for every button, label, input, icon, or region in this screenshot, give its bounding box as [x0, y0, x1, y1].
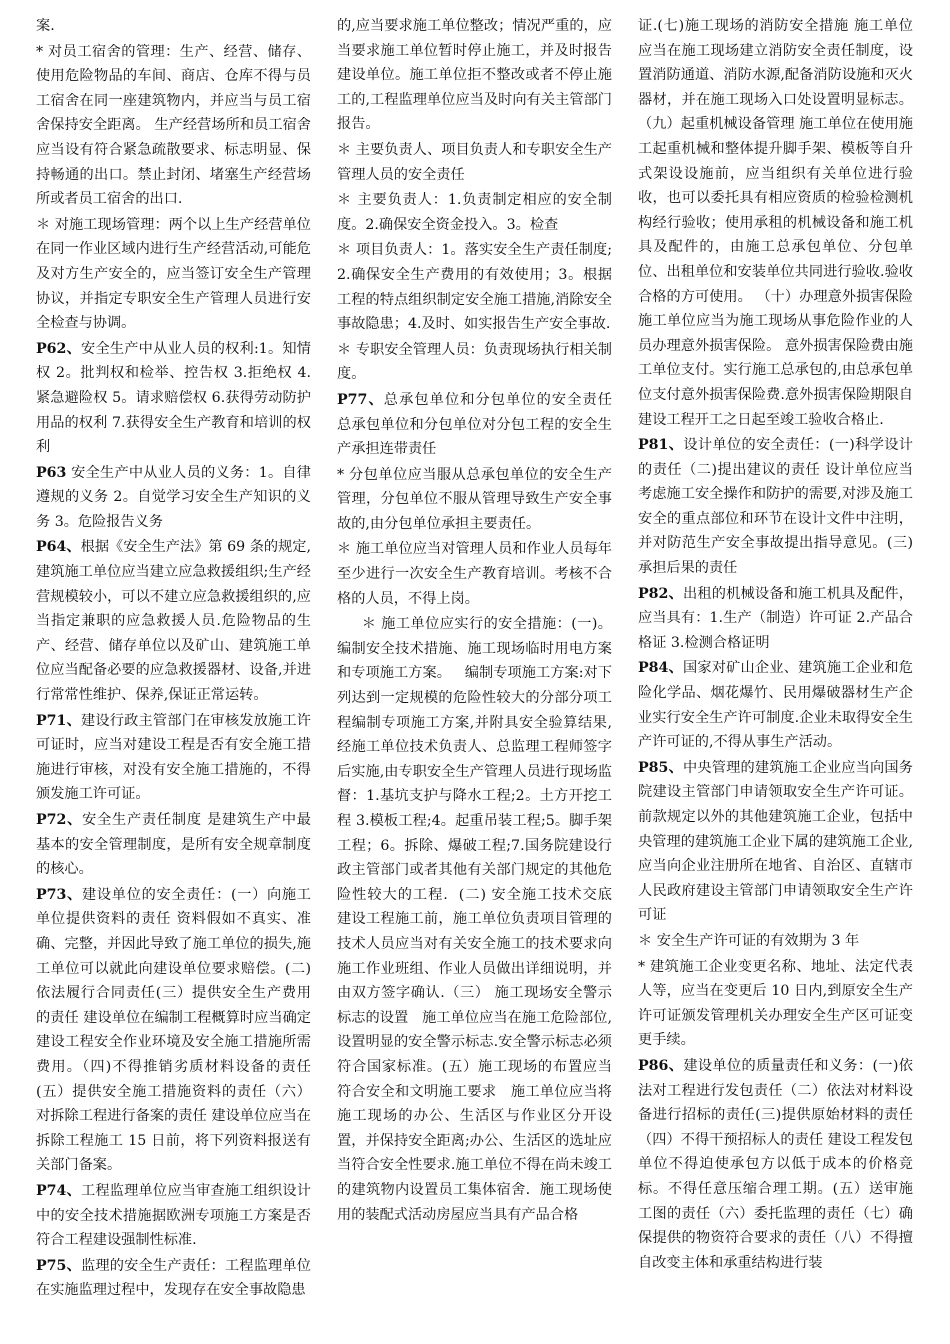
section-number: P62、 [36, 340, 82, 357]
section-paragraph [36, 461, 311, 535]
paragraph: ＊ 项目负责人：1。落实安全生产责任制度;2.确保安全生产费用的有效使用；3。根据工程的特点组织制定安全施工措施,消除安全事故隐患；4.及时、如实报告生产安全事故. [337, 242, 612, 333]
section-number: P75、 [36, 1257, 81, 1274]
section-text: 国家对矿山企业、建筑施工企业和危险化学品、烟花爆竹、民用爆破器材生产企业实行安全生产许可制度.企业未取得安全生产许可证的,不得从事生产活动。 [638, 660, 913, 751]
section-number: P72、 [36, 812, 83, 828]
section-text: 建设行政主管部门在审核发放施工许可证时，应当对建设工程是否有安全施工措施进行审核，对没有安全施工措施的，不得颁发施工许可证。 [36, 712, 311, 803]
section-text: 安全生产中从业人员的权利:1。知情权 2。批判权和检举、控告权 3.拒绝权 4.紧急避险权 5。请求赔偿权 6.获得劳动防护用品的权利 7.获得安全生产教育和培训的权利 [36, 340, 311, 456]
paragraph: 案. [36, 18, 55, 34]
section-text: 总承包单位和分包单位的安全责任 总承包单位和分包单位对分包工程的安全生产承担连带责任 [337, 391, 612, 458]
section-text: 中央管理的建筑施工企业应当向国务院建设主管部门申请领取安全生产许可证。前款规定以外的其他建筑施工企业，包括中央管理的建筑施工企业下属的建筑施工企业,应当向企业注册所在地省、自治区、直辖市人民政府建设主管部门申请领取安全生产许可证 [638, 759, 913, 924]
section-number: P73、 [36, 886, 83, 903]
section-paragraph [36, 1254, 311, 1303]
paragraph: ＊ 安全生产许可证的有效期为 3 年 [638, 932, 860, 949]
section-text: 建设单位的质量责任和义务：(一)依法对工程进行发包责任（二）依法对材料设备进行招标的责任(三)提供原始材料的责任（四）不得干预招标人的责任 建设工程发包单位不得迫使承包方以低于成本的价格竞标。不得任意压缩合理工期。(五）送审施工图的责任（六）委托监理的责任（七）确保提供的物资符合要求的责任（八）不得擅自改变主体和承重结构进行装 [638, 1057, 913, 1271]
paragraph: ＊ 施工单位应实行的安全措施：(一)。编制安全技术措施、施工现场临时用电方案和专项施工方案。 编制专项施工方案:对下列达到一定规模的危险性较大的分部分项工程编制专项施工方案,并附具安全验算结果,经施工单位技术负责人、总监理工程师签字后实施,由专职安全生产管理人员进行现场监督：1.基坑支护与降水工程;2。土方开挖工程 3.模板工程;4。起重吊装工程;5。脚手架工程；6。拆除、爆破工程;7.国务院建设行政主管部门或者其他有关部门规定的其他危险性较大的工程. (二) 安全施工技术交底 建设工程施工前，施工单位负责项目管理的技术人员应当对有关安全施工的技术要求向施工作业班组、作业人员做出详细说明，并由双方签字确认.（三） 施工现场安全警示标志的设置 施工单位应当在施工危险部位,设置明显的安全警示标志.安全警示标志必须符合国家标准。(五）施工现场的布置应当符合安全和文明施工要求 施工单位应当将施工现场的办公、生活区与作业区分开设置，并保持安全距离;办公、生活区的选址应当符合安全性要求.施工单位不得在尚未竣工的建筑物内设置员工集体宿舍. 施工现场使用的装配式活动房屋应当具有产品合格 [337, 616, 626, 1223]
section-number: P84、 [638, 660, 683, 677]
section-number: P74、 [36, 1182, 81, 1199]
section-paragraph [337, 388, 612, 462]
section-number: P77、 [337, 391, 384, 408]
section-number: P82、 [638, 585, 683, 602]
section-number: P71、 [36, 712, 81, 729]
paragraph: 证.(七)施工现场的消防安全措施 施工单位应当在施工现场建立消防安全责任制度，设置消防通道、消防水源,配备消防设施和灭火器材，并在施工现场入口处设置明显标志。（九）起重机械设备管理 施工单位在使用施工起重机械和整体提升脚手架、模板等自升式架设设施前，应当组织有关单位进行验收，也可以委托具有相应资质的检验检测机构经行验收；使用承租的机械设备和施工机具及配件的，由施工总承包单位、分包单位、出租单位和安装单位共同进行验收.验收合格的方可使用。 （十）办理意外损害保险 施工单位应当为施工现场从事危险作业的人员办理意外损害保险。 意外损害保险费由施工单位支付。实行施工总承包的,由总承包单位支付意外损害保险费.意外损害保险期限自建设工程开工之日起至竣工验收合格止. [638, 18, 913, 428]
paragraph: * 建筑施工企业变更名称、地址、法定代表人等，应当在变更后 10 日内,到原安全生产许可证颁发管理机关办理安全生产区可证变更手续。 [638, 958, 913, 1049]
section-text: 工程监理单位应当审查施工组织设计中的安全技术措施据欧洲专项施工方案是否符合工程建设强制性标准. [36, 1182, 311, 1249]
section-paragraph [36, 337, 311, 460]
section-paragraph [638, 756, 913, 928]
section-text: 设计单位的安全责任：(一)科学设计的责任（二)提出建议的责任 设计单位应当考虑施工安全操作和防护的需要,对涉及施工安全的重点部位和环节在设计文件中注明，并对防范生产安全事故提出指导意见。(三)承担后果的责任 [638, 437, 913, 577]
section-text: 建设单位的安全责任：(一）向施工单位提供资料的责任 资料假如不真实、准确、完整，并因此导致了施工单位的损失,施工单位可以就此向建设单位要求赔偿。(二)依法履行合同责任(三）提供安全生产费用的责任 建设单位在编制工程概算时应当确定建设工程安全作业环境及安全施工措施所需费用。（四)不得推销劣质材料设备的责任(五）提供安全施工措施资料的责任（六）对拆除工程进行备案的责任 建设单位应当在拆除工程施工 15 日前，将下列资料报送有关部门备案。 [36, 886, 311, 1174]
section-text: 出租的机械设备和施工机具及配件，应当具有：1.生产（制造）许可证 2.产品合格证 3.检测合格证明 [638, 585, 913, 651]
section-paragraph [36, 535, 311, 707]
section-number: P63 [36, 464, 67, 481]
section-paragraph [638, 1054, 913, 1275]
section-paragraph [638, 582, 913, 656]
paragraph: ＊ 对施工现场管理：两个以上生产经营单位在同一作业区域内进行生产经营活动,可能危及对方生产安全的，应当签订安全生产管理协议，并指定专职安全生产管理人员进行安全检查与协调。 [36, 216, 311, 332]
section-number: P85、 [638, 759, 683, 776]
paragraph: ＊ 主要负责人：1.负责制定相应的安全制度。2.确保安全资金投入。3。检查 [337, 192, 612, 233]
section-text: 安全生产责任制度 是建筑生产中最基本的安全管理制度，是所有安全规章制度的核心。 [36, 812, 311, 878]
text-column-right [638, 14, 913, 1344]
section-paragraph [638, 433, 913, 581]
section-text: 根据《安全生产法》第 69 条的规定,建筑施工单位应当建立应急救援组织;生产经营规模较小，可以不建立应急救援组织的,应当指定兼职的应急救援人员.危险物品的生产、经营、储存单位以及矿山、建筑施工单位应当配备必要的应急救援器材、设备,并进行常常性维护、保养,保证正常运转。 [36, 539, 311, 704]
paragraph: ＊ 主要负责人、项目负责人和专职安全生产管理人员的安全责任 [337, 141, 612, 183]
paragraph: * 分包单位应当服从总承包单位的安全生产管理，分包单位不服从管理导致生产安全事故的,由分包单位承担主要责任。 [337, 466, 612, 532]
section-paragraph [638, 656, 913, 754]
section-paragraph [36, 808, 311, 882]
text-column-middle [337, 14, 626, 1344]
section-paragraph [36, 1179, 311, 1253]
section-paragraph [36, 709, 311, 807]
text-column-left [36, 14, 311, 1344]
section-paragraph [36, 883, 311, 1178]
section-text: 安全生产中从业人员的义务：1。自律遵规的义务 2。自觉学习安全生产知识的义务 3。危险报告义务 [36, 464, 311, 530]
section-number: P81、 [638, 437, 684, 454]
paragraph: 的,应当要求施工单位整改；情况严重的，应当要求施工单位暂时停止施工，并及时报告建设单位。施工单位拒不整改或者不停止施工的,工程监理单位应当及时向有关主管部门报告。 [337, 18, 612, 133]
paragraph: ＊ 专职安全管理人员：负责现场执行相关制度。 [337, 341, 612, 383]
paragraph: * 对员工宿舍的管理：生产、经营、储存、使用危险物品的车间、商店、仓库不得与员工宿舍在同一座建筑物内，并应当与员工宿舍保持安全距离。 生产经营场所和员工宿舍应当设有符合紧急疏散要求、标志明显、保持畅通的出口。禁止封闭、堵塞生产经营场所或者员工宿舍的出口. [36, 43, 311, 208]
paragraph: ＊ 施工单位应当对管理人员和作业人员每年至少进行一次安全生产教育培训。考核不合格的人员，不得上岗。 [337, 541, 612, 607]
section-number: P64、 [36, 539, 81, 556]
section-number: P86、 [638, 1057, 684, 1074]
section-text: 监理的安全生产责任：工程监理单位在实施监理过程中，发现存在安全事故隐患 [36, 1257, 311, 1299]
